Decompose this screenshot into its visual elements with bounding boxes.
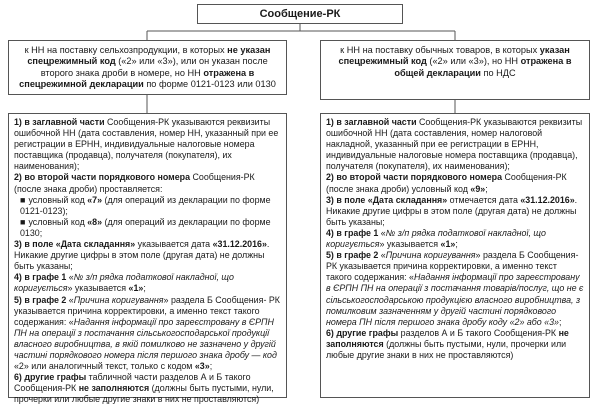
step-heading: 5) в графе 2 bbox=[14, 294, 67, 305]
left-instructions-box bbox=[8, 113, 287, 405]
text-italic: Надання інформації про зареєстровану в ЄРПН ПН на операції з постачання товарів/послуг, що не є сільськогосподарською продукцією власного виробництва, з помилковим зазначенням у другій частині порядкового номера ПН після першого знака дробу коду «2» або «3» bbox=[326, 272, 584, 327]
step-3 bbox=[14, 239, 281, 272]
step-3 bbox=[326, 195, 584, 228]
text: . Никакие другие цифры в этом поле (другая дата) не должны быть указаны; bbox=[326, 194, 578, 227]
text: условный код bbox=[28, 194, 88, 205]
step-2 bbox=[326, 172, 584, 194]
text: («2» или «3»), или он указан после второго знака дроби в номере, но НН bbox=[40, 56, 268, 78]
right-instructions-box bbox=[320, 113, 590, 398]
step-4 bbox=[14, 272, 281, 294]
text: к НН на поставку сельхозпродукции, в которых bbox=[24, 45, 228, 55]
step-6 bbox=[14, 372, 281, 405]
text-bold: не указан спецрежимный код bbox=[27, 45, 271, 67]
text-italic: Причина коригування bbox=[385, 250, 476, 261]
step-heading: 1) в заглавной части bbox=[326, 117, 417, 127]
text: (для операций из декларации по форме 0130; bbox=[20, 216, 271, 238]
text: ; bbox=[485, 183, 488, 194]
text: » указывается bbox=[379, 239, 441, 250]
text: к НН на поставку обычных товаров, в которых bbox=[340, 45, 540, 55]
step-text: Сообщения-РК (после знака дроби) проставляется: bbox=[14, 172, 255, 194]
step-heading: 6) другие графы bbox=[326, 327, 399, 338]
text-bold: «1» bbox=[128, 283, 144, 294]
right-condition-box bbox=[320, 40, 590, 100]
bullet-dot-icon: ■ bbox=[20, 194, 26, 205]
text: » раздела Б Сообщения-РК указывается причина корректировки, а именно текст такого содержания: « bbox=[326, 250, 579, 283]
step-heading: 5) в графе 2 bbox=[326, 250, 379, 261]
text: (должны быть пустыми, нули, прочерки или любые другие знаки в них не проставляются) bbox=[326, 338, 567, 360]
text-bold: «31.12.2016» bbox=[212, 239, 267, 250]
text: (для операций из декларации по форме 0121-0123); bbox=[20, 194, 271, 216]
text: «2» или аналогичный текст, только с кодом bbox=[14, 361, 195, 372]
text: ; bbox=[559, 316, 562, 327]
text-italic: Причина коригування bbox=[73, 294, 164, 305]
left-condition-box bbox=[8, 40, 287, 95]
step-5 bbox=[14, 295, 281, 373]
text: («2» или «3»), но НН bbox=[426, 56, 521, 67]
text: условный код bbox=[28, 216, 88, 227]
text: (должны быть пустыми, нули, прочерки или любые другие знаки в них не проставляются) bbox=[14, 383, 274, 405]
text: по форме 0121-0123 или 0130 bbox=[143, 79, 276, 90]
text: указывается дата bbox=[135, 239, 213, 250]
text-bold: «9» bbox=[470, 183, 486, 194]
step-1 bbox=[326, 117, 584, 172]
text: отмечается дата bbox=[447, 194, 521, 205]
step-heading: 2) во второй части порядкового номера bbox=[14, 172, 191, 183]
text: « bbox=[378, 250, 386, 261]
text-bold: не заполняются bbox=[326, 327, 569, 349]
text: ; bbox=[143, 283, 146, 294]
text: « bbox=[66, 294, 74, 305]
text: табличной части разделов А и Б такого Сообщения-РК bbox=[14, 372, 251, 394]
text-italic: Надання інформації про зареєстровану в ЄРПН ПН на операції з постачання сільськогосподарської продукції власного виробництва, в якій помилково не зазначено у другій частині порядкового номера після першого знака дробу — код bbox=[14, 316, 277, 360]
text-bold: отражена в спецрежимной декларации bbox=[19, 67, 255, 90]
text-italic: № з/п рядка податкової накладної, що коригується bbox=[14, 272, 234, 294]
step-heading: 1) в заглавной части bbox=[14, 117, 105, 127]
step-heading: 2) во второй части порядкового номера bbox=[326, 172, 503, 183]
text-bold: «7» bbox=[87, 194, 103, 205]
step-text: Сообщения-РК указываются реквизиты ошибочной НН (дата составления, номер налоговой накладной, указанный при ее регистрации в ЕРНН, индивидуальные налоговые номера поставщика (продавца), получателя (покупателя), их наименования); bbox=[326, 117, 583, 172]
bullet-item bbox=[14, 195, 281, 217]
text-bold: «8» bbox=[87, 216, 103, 227]
text-bold: отражена в общей декларации bbox=[394, 56, 572, 78]
step-heading: 4) в графе 1 bbox=[14, 272, 67, 283]
text-bold: не заполняются bbox=[78, 383, 150, 394]
step-1 bbox=[14, 117, 281, 172]
text-bold: «3» bbox=[194, 361, 210, 372]
step-heading: 4) в графе 1 bbox=[326, 227, 379, 238]
diagram-title: Сообщение-РК bbox=[259, 8, 341, 20]
text-bold: «1» bbox=[440, 239, 456, 250]
step-heading: 3) в поле «Дата складання» bbox=[326, 194, 448, 205]
step-heading: 6) другие графы bbox=[14, 372, 87, 383]
text-bold: указан спецрежимный код bbox=[338, 45, 570, 67]
bullet-item bbox=[14, 217, 281, 239]
text: по НДС bbox=[480, 67, 516, 78]
text: « bbox=[378, 227, 386, 238]
step-6 bbox=[326, 328, 584, 361]
step-2 bbox=[14, 172, 281, 194]
step-5 bbox=[326, 250, 584, 328]
text-italic: № з/п рядка податкової накладної, що коригується bbox=[326, 227, 546, 250]
text: . Никакие другие цифры в этом поле (другая дата) не должны быть указаны; bbox=[14, 239, 270, 272]
text: « bbox=[66, 272, 74, 283]
text: разделов А и Б такого Сообщения-РК bbox=[398, 327, 559, 338]
step-4 bbox=[326, 228, 584, 250]
title-box bbox=[197, 4, 403, 24]
text: Сообщения-РК (после знака дроби) условный код bbox=[326, 172, 567, 194]
text: ; bbox=[209, 361, 213, 372]
step-text: Сообщения-РК указываются реквизиты ошибочной НН (дата составления, номер НН, указанный при ее регистрации в ЕРНН, индивидуальные налоговые номера поставщика (продавца), получателя (покупателя), их наименования); bbox=[14, 117, 279, 172]
text-bold: «31.12.2016» bbox=[520, 194, 575, 205]
text: » раздела Б Сообщения- РК указывается причина корректировки, а именно текст такого содержания: « bbox=[14, 294, 280, 327]
text: » указывается bbox=[67, 283, 129, 294]
text: ; bbox=[455, 239, 458, 250]
bullet-dot-icon: ■ bbox=[20, 216, 26, 227]
step-heading: 3) в поле «Дата складання» bbox=[14, 239, 136, 250]
